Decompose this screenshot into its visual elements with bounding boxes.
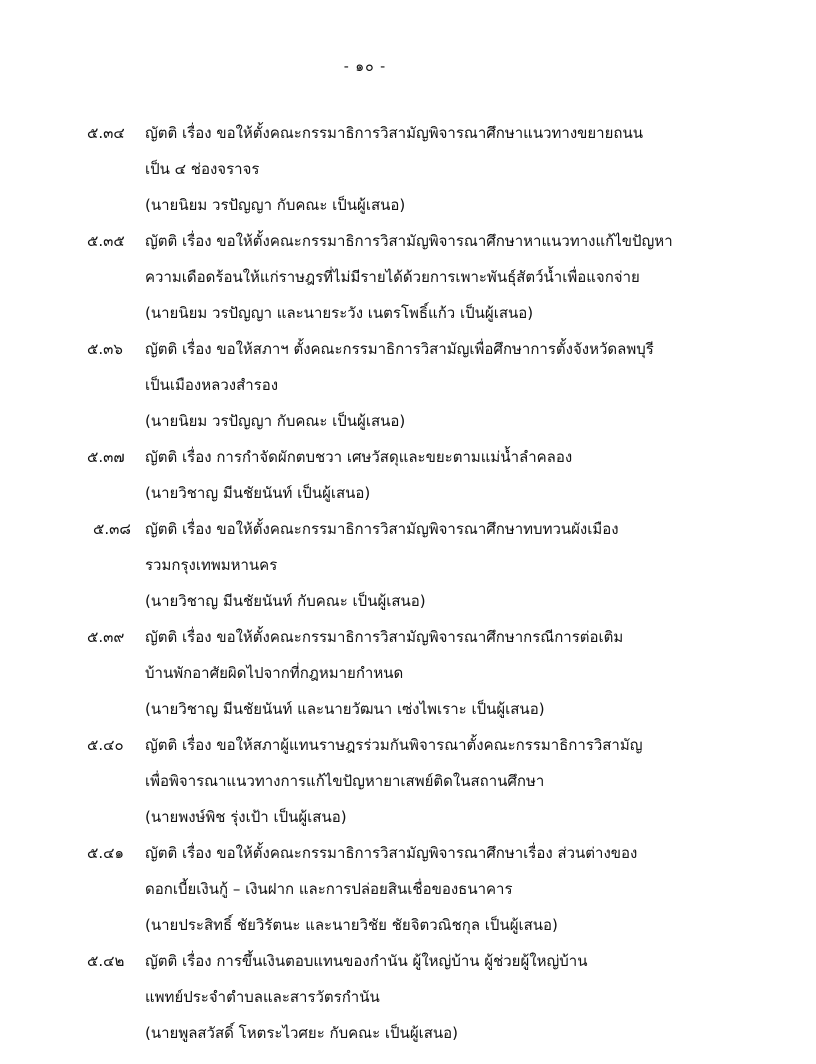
motion-number: ๕.๓๔ (87, 124, 125, 142)
motion-title: ญัตติ เรื่อง ขอให้ตั้งคณะกรรมาธิการวิสามัญพิจารณาศึกษาทบทวนผังเมือง (145, 520, 619, 538)
motion-body (145, 115, 705, 223)
motion-proposer: (นายพงษ์พิช รุ่งเป้า เป็นผู้เสนอ) (145, 808, 347, 826)
motion-number: ๕.๔๐ (87, 736, 124, 754)
motion-item (0, 727, 816, 835)
motion-proposer: (นายนิยม วรปัญญา และนายระวัง เนตรโพธิ์แก้ว เป็นผู้เสนอ) (145, 304, 534, 322)
motion-title-continuation: เป็นเมืองหลวงสำรอง (145, 376, 279, 394)
motion-proposer: (นายนิยม วรปัญญา กับคณะ เป็นผู้เสนอ) (145, 412, 406, 430)
motion-title: ญัตติ เรื่อง ขอให้ตั้งคณะกรรมาธิการวิสามัญพิจารณาศึกษาแนวทางขยายถนน (145, 124, 643, 142)
motion-title-continuation: เป็น ๔ ช่องจราจร (145, 160, 260, 178)
motion-title-continuation: ความเดือดร้อนให้แก่ราษฎรที่ไม่มีรายได้ด้วยการเพาะพันธุ์สัตว์น้ำเพื่อแจกจ่าย (145, 268, 640, 286)
motion-title: ญัตติ เรื่อง ขอให้ตั้งคณะกรรมาธิการวิสามัญพิจารณาศึกษากรณีการต่อเติม (145, 628, 624, 646)
motion-proposer: (นายพูลสวัสดิ์ โหตระไวศยะ กับคณะ เป็นผู้เสนอ) (145, 1024, 459, 1042)
motion-proposer: (นายนิยม วรปัญญา กับคณะ เป็นผู้เสนอ) (145, 196, 406, 214)
motion-title-continuation: รวมกรุงเทพมหานคร (145, 556, 278, 574)
motion-item (0, 511, 816, 619)
motion-body (145, 619, 705, 727)
motion-title-continuation: แพทย์ประจำตำบลและสารวัตรกำนัน (145, 988, 380, 1006)
motion-title: ญัตติ เรื่อง ขอให้ตั้งคณะกรรมาธิการวิสามัญพิจารณาศึกษาหาแนวทางแก้ไขปัญหา (145, 232, 673, 250)
motion-title: ญัตติ เรื่อง การขึ้นเงินตอบแทนของกำนัน ผู้ใหญ่บ้าน ผู้ช่วยผู้ใหญ่บ้าน (145, 952, 588, 970)
motion-body (145, 223, 705, 331)
motion-number: ๕.๓๖ (87, 340, 123, 358)
motion-item (0, 115, 816, 223)
motion-number: ๕.๓๘ (93, 520, 131, 538)
motion-body (145, 439, 705, 511)
motion-number: ๕.๔๒ (87, 952, 125, 970)
motion-title-continuation: เพื่อพิจารณาแนวทางการแก้ไขปัญหายาเสพย์ติดในสถานศึกษา (145, 772, 545, 790)
motion-number: ๕.๓๙ (87, 628, 125, 646)
motion-body (145, 511, 705, 619)
motion-item (0, 835, 816, 943)
motion-proposer: (นายประสิทธิ์ ชัยวิรัตนะ และนายวิชัย ชัยจิตวณิชกุล เป็นผู้เสนอ) (145, 916, 558, 934)
motion-number: ๕.๓๕ (87, 232, 125, 250)
motion-item (0, 439, 816, 511)
motion-body (145, 943, 705, 1051)
motion-number: ๕.๓๗ (87, 448, 125, 466)
motion-body (145, 727, 705, 835)
motion-proposer: (นายวิชาญ มีนชัยนันท์ กับคณะ เป็นผู้เสนอ) (145, 592, 426, 610)
motion-item (0, 223, 816, 331)
motion-item (0, 943, 816, 1051)
motion-title: ญัตติ เรื่อง ขอให้สภาผู้แทนราษฎรร่วมกันพิจารณาตั้งคณะกรรมาธิการวิสามัญ (145, 736, 643, 754)
motion-proposer: (นายวิชาญ มีนชัยนันท์ และนายวัฒนา เซ่งไพเราะ เป็นผู้เสนอ) (145, 700, 545, 718)
motion-item (0, 331, 816, 439)
page-number: - ๑๐ - (343, 59, 387, 75)
motion-number: ๕.๔๑ (87, 844, 124, 862)
motion-title: ญัตติ เรื่อง การกำจัดผักตบชวา เศษวัสดุและขยะตามแม่น้ำลำคลอง (145, 448, 573, 466)
motion-title: ญัตติ เรื่อง ขอให้สภาฯ ตั้งคณะกรรมาธิการวิสามัญเพื่อศึกษาการตั้งจังหวัดลพบุรี (145, 340, 654, 358)
motion-title-continuation: บ้านพักอาศัยผิดไปจากที่กฎหมายกำหนด (145, 664, 404, 682)
motion-title-continuation: ดอกเบี้ยเงินกู้ – เงินฝาก และการปล่อยสินเชื่อของธนาคาร (145, 880, 513, 898)
motion-proposer: (นายวิชาญ มีนชัยนันท์ เป็นผู้เสนอ) (145, 484, 371, 502)
motion-title: ญัตติ เรื่อง ขอให้ตั้งคณะกรรมาธิการวิสามัญพิจารณาศึกษาเรื่อง ส่วนต่างของ (145, 844, 638, 862)
motion-body (145, 835, 705, 943)
motion-body (145, 331, 705, 439)
motion-item (0, 619, 816, 727)
motion-list (0, 115, 816, 1051)
